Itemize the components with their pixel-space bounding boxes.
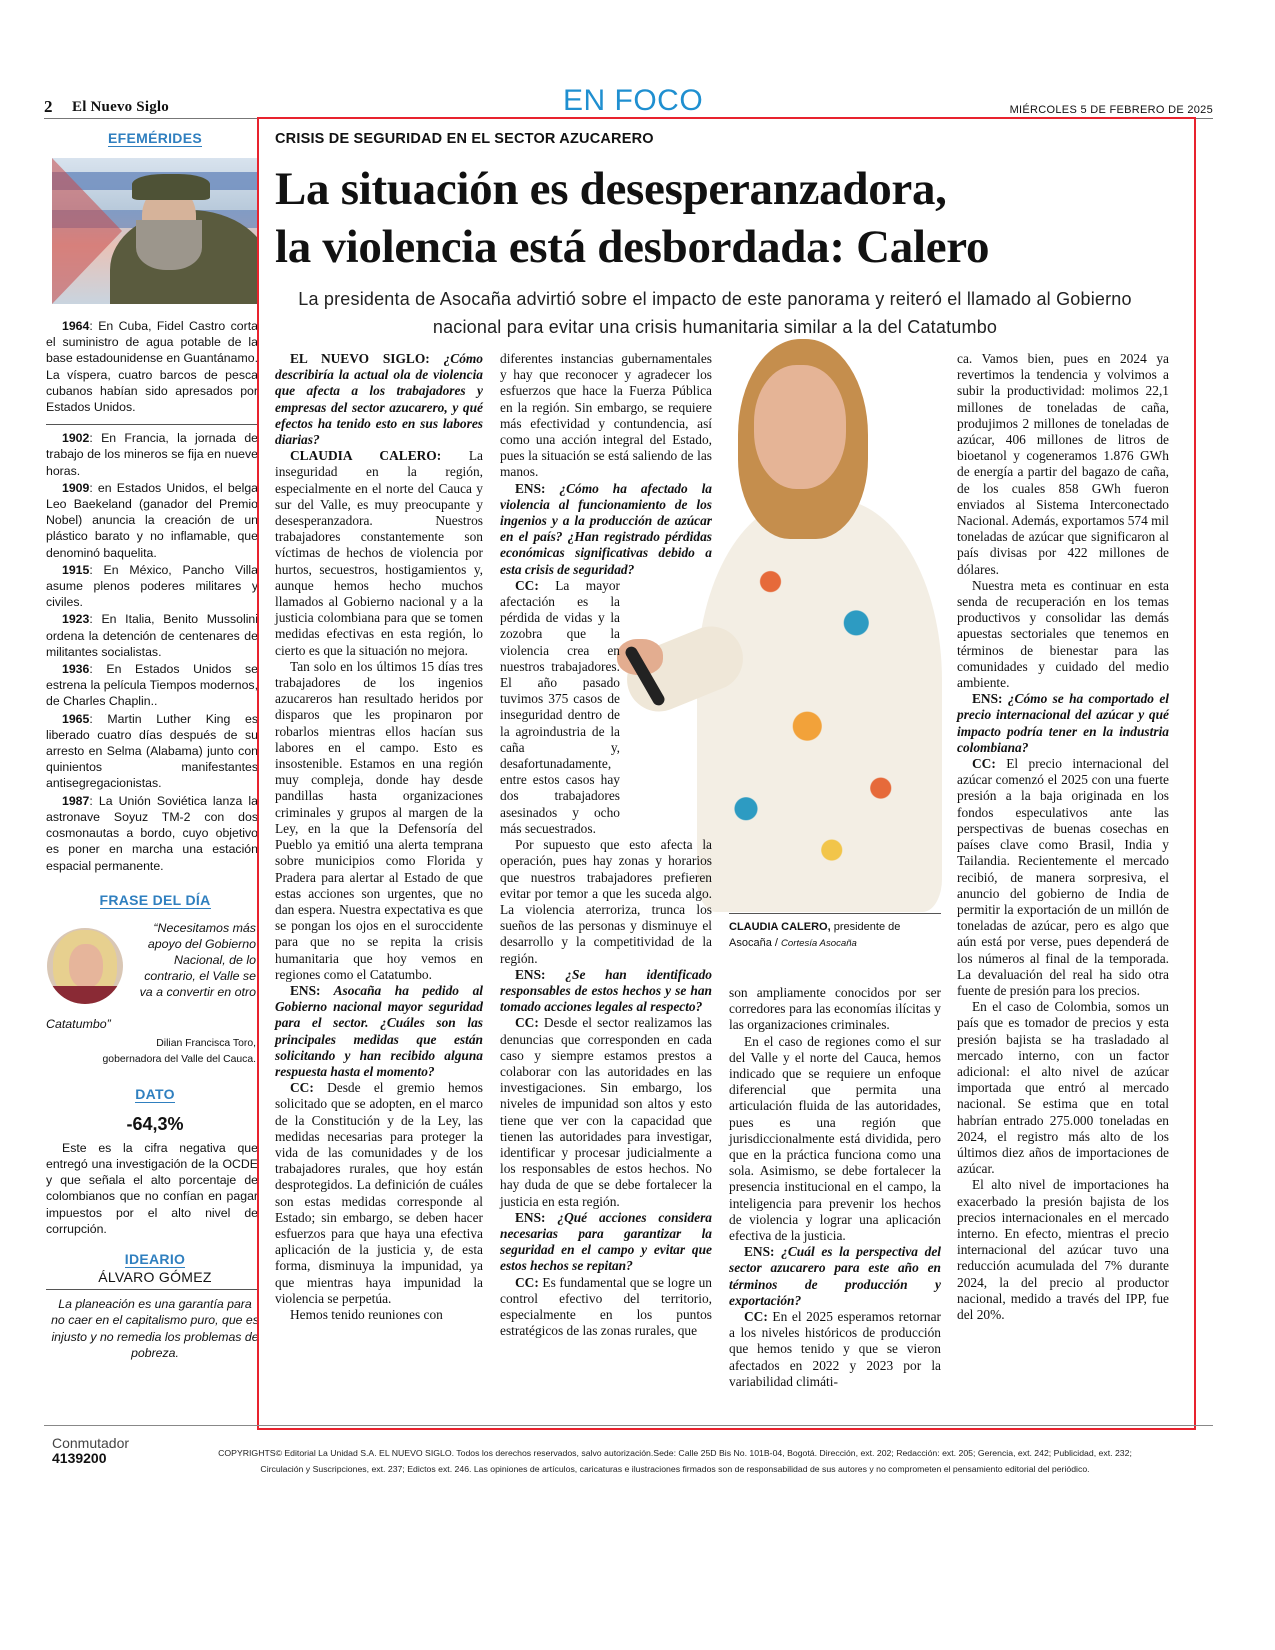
- sidebar: [44, 130, 266, 1362]
- efemerides-heading: EFEMÉRIDES: [107, 130, 202, 146]
- efemeride-item: 1987: La Unión Soviética lanza la astronave Soyuz TM-2 con dos cosmonautas a bordo, cuyo objetivo es poner en marcha una estación espacial permanente.: [46, 793, 258, 873]
- conmutador: Conmutador 4139200: [52, 1435, 130, 1466]
- copyright-notice: COPYRIGHTS© Editorial La Unidad S.A. EL NUEVO SIGLO. Todos los derechos reservados, salvo autorización.Sede: Calle 25D Bis No. 101B-04, Bogotá. Dirección, ext. 202; Redacción: ext. 205; Gerencia, ext. 242; Publicidad, ext. 232; Circulación y Suscripciones, ext. 237; Edictos ext. 246. Las opiniones de artículos, caricaturas e ilustraciones firmados son de responsabilidad de sus autores y no comprometen el pensamiento editorial del periódico.: [218, 1448, 1132, 1474]
- caption-divider: [729, 913, 941, 914]
- ideario-author: ÁLVARO GÓMEZ: [98, 1268, 212, 1285]
- page-number: 2: [44, 97, 53, 116]
- efemerides-divider: [46, 424, 258, 425]
- article-kicker: CRISIS DE SEGURIDAD EN EL SECTOR AZUCARERO: [275, 131, 654, 147]
- dato-text: Este es la cifra negativa que entregó una investigación de la OCDE y que señala el alto porcentaje de colombianos que no confían en pagar impuestos por el alto nivel de corrupción.: [46, 1140, 258, 1236]
- article-column-1: EL NUEVO SIGLO: ¿Cómo describiría la actual ola de violencia que afecta a los trabajadores y empresas del sector azucarero, y qué efectos ha tenido esto en sus labores diarias? CLAUDIA CALERO: La inseguridad en la región, especialmente en el norte del Cauca y sur del Valle, es muy preocupante y desesperanzadora. Nuestros trabajadores constantemente son víctimas de hechos de violencia por hurtos, secuestros, hostigamientos y, aunque hemos hecho muchos llamados al Gobierno nacional y a la justicia colombiana para que se tomen medidas efectivas en esta región, lo cierto es que la situación no mejora. Tan solo en los últimos 15 días tres trabajadores de los ingenios azucareros han resultado heridos por disparos que les propinaron por robarlos mientras ellos hacían sus labores en el campo. Esto es insostenible. Estamos en una región muy compleja, donde hay desde pandillas hasta organizaciones criminales y grupos al margen de la Ley, en la que la Defensoría del Pueblo ya emitió una alerta temprana sobre municipios como Florida y Pradera para alertar al Estado de que estas acciones son urgentes, que no dan espera. Nuestra expectativa es que se pongan los ojos en el suroccidente para que no se repita la crisis humanitaria que hoy vemos en regiones como el Catatumbo. ENS: Asocaña ha pedido al Gobierno nacional mayor seguridad para el sector. ¿Cuáles son las principales medidas que están solicitando y han recibido alguna respuesta hasta el momento? CC: Desde el gremio hemos solicitado que se adopten, en el marco de la Constitución y de la Ley, las medidas necesarias para proteger la vida de las comunidades y de los trabajadores rurales, que hoy están desprotegidos. La definición de cuáles son estas medidas corresponde al Estado; sin embargo, se deben hacer esfuerzos para que haya una efectiva aplicación de la justicia y, de esta forma, disminuya la impunidad, ya que mientras haya impunidad la violencia se perpetúa. Hemos tenido reuniones con: [275, 351, 484, 1322]
- article-column-2: diferentes instancias gubernamentales y hay que reconocer y agradecer los esfuerzos que hace la Fuerza Pública en la región. Sin embargo, se requiere más efectividad y contundencia, así como una acción integral del Estado, pues la situación se está saliendo de las manos. ENS: ¿Cómo ha afectado la violencia al funcionamiento de los ingenios y a la producción de azúcar en el país? ¿Han registrado pérdidas económicas significativas debido a esta crisis de seguridad? CC: La mayor afectación es la pérdida de vidas y la zozobra que la violencia crea en nuestros trabajadores. El año pasado tuvimos 375 casos de inseguridad dentro de la agroindustria de la caña y, desafortunadamente, entre estos casos hay dos trabajadores asesinados y ocho más secuestrados. Por supuesto que esto afecta la operación, pues hay zonas y horarios que nuestros trabajadores prefieren evitar por temor a que les suceda algo. La violencia aterroriza, trunca los sueños de las personas y disminuye el desarrollo y la competitividad de la región. ENS: ¿Se han identificado responsables de estos hechos y se han tomado acciones legales al respecto? CC: Desde el sector realizamos las denuncias que corresponden en cada caso y siempre estamos prestos a colaborar con las autoridades en las investigaciones. Sin embargo, los niveles de impunidad son altos y esto tiene que ver con la capacidad que tienen las autoridades para investigar, identificar y procesar judicialmente a los responsables de estos hechos. No hay duda de que se debe fortalecer la justicia en esta región. ENS: ¿Qué acciones considera necesarias para garantizar la seguridad en el campo y evitar que estos hechos se repitan? CC: Es fundamental que se logre un control efectivo del territorio, especialmente en los puntos estratégicos de las zonas rurales, que: [500, 351, 712, 1339]
- dato-heading: DATO: [135, 1085, 175, 1102]
- frase-author: Dilian Francisca Toro, gobernadora del Valle del Cauca.: [102, 1037, 256, 1065]
- efemeride-item: 1936: En Estados Unidos se estrena la película Tiempos modernos, de Charles Chaplin..: [46, 662, 258, 709]
- article-headline: La situación es desesperanzadora, la violencia está desbordada: Calero: [275, 163, 990, 273]
- efemeride-item: 1902: En Francia, la jornada de trabajo de los mineros se fija en nueve horas.: [46, 431, 258, 478]
- efemeride-item: 1923: En Italia, Benito Mussolini ordena la detención de centenares de militantes socialistas.: [46, 612, 258, 659]
- frase-quote: “Necesitamos más apoyo del Gobierno Nacional, de lo contrario, el Valle se va a convertir en otro: [139, 920, 256, 1000]
- efemerides-photo: [52, 158, 258, 304]
- photo-caption: CLAUDIA CALERO, presidente de Asocaña / Cortesía Asocaña: [729, 921, 901, 949]
- footer-divider: [44, 1425, 1213, 1426]
- efemeride-item: 1965: Martin Luther King es liberado cuatro días después de su arresto en Selma (Alabama) junto con quinientos manifestantes antisegregacionistas.: [46, 711, 258, 791]
- dato-value: -64,3%: [126, 1113, 184, 1134]
- efemeride-1964: 1964: En Cuba, Fidel Castro corta el suministro de agua potable de la base estadounidense en Guantánamo. La víspera, cuatro barcos de pesca cubanos habían sido apresados por Estados Unidos.: [46, 319, 258, 415]
- article-column-4: ca. Vamos bien, pues en 2024 ya revertimos la tendencia y volvimos a subir la productividad: molimos 22,1 millones de toneladas de caña, produjimos 2 millones de toneladas de azúcar, 406 millones de litros de bioetanol y cogeneramos 1.876 GWh de energía a partir del bagazo de caña, de los cuales 858 GWh fueron enviados al Sistema Interconectado Nacional. Además, exportamos 574 mil toneladas de azúcar que significaron al país divisas por 422 millones de dólares. Nuestra meta es continuar en esta senda de recuperación en los temas productivos y consolidar las demás apuestas sectoriales que tenemos en términos de bienestar para las comunidades y cuidado del medio ambiente. ENS: ¿Cómo se ha comportado el precio internacional del azúcar y qué impacto podría tener en la industria colombiana? CC: El precio internacional del azúcar comenzó el 2025 con una fuerte presión a la baja originada en los fondos especulativos ante las perspectivas de buenas cosechas en países clave como Brasil, India y Tailandia. Recientemente el mercado recibió, de manera sorpresiva, el anuncio del gobierno de India de permitir la exportación de un millón de toneladas de azúcar, pero es algo que aún está por verse, pues dependerá de los números al final de la temporada. La devaluación del real ha sido otra fuente de presión para los precios. En el caso de Colombia, somos un país que es tomador de precios y esta presión bajista se ha trasladado al mercado interno, con un factor adicional: el alto nivel de azúcar importada que entró al mercado nacional. Se estima que en total habrían entrado 275.000 toneladas en 2024, el registro más alto de los últimos diez años de importaciones de azúcar. El alto nivel de importaciones ha exacerbado la presión bajista de los precios internacionales en el mercado interno. En efecto, mientras el precio internacional del azúcar tuvo una reducción acumulada del 7% durante 2024, la del precio al productor nacional, medido a través del IPP, fue del 20%.: [957, 351, 1169, 1322]
- section-title: EN FOCO: [563, 84, 704, 117]
- ideario-text: La planeación es una garantía para no caer en el capitalismo puro, que es injusto y no remedia los problemas de pobreza.: [51, 1296, 259, 1361]
- frase-heading: FRASE DEL DÍA: [99, 891, 211, 908]
- frase-quote-end: Catatumbo”: [46, 1016, 111, 1031]
- ideario-heading: IDEARIO: [124, 1250, 186, 1267]
- efemeride-item: 1915: En México, Pancho Villa asume plenos poderes militares y civiles.: [46, 562, 258, 610]
- article-column-3: son ampliamente conocidos por ser corredores para las economías ilícitas y las organizaciones criminales. En el caso de regiones como el sur del Valle y el norte del Cauca, hemos indicado que se requiere un enfoque diferencial que permita una articulación fluida de las autoridades, pues es una región que jurisdiccionalmente está dividida, pero que en la práctica funciona como una sola. Asimismo, se debe fortalecer la presencia institucional en el campo, la inteligencia para prevenir los hechos de violencia y lograr una aplicación efectiva de la justicia. ENS: ¿Cuál es la perspectiva del sector azucarero para este año en términos de producción y exportación? CC: En el 2025 esperamos retornar a los niveles históricos de producción que hemos tenido y que se vieron afectados en 2022 y 2023 por la variabilidad climáti-: [729, 985, 941, 1389]
- frase-block: [44, 920, 266, 1080]
- efemerides-list: [46, 430, 258, 873]
- article-subheadline: La presidenta de Asocaña advirtió sobre el impacto de este panorama y reiteró el llamado al Gobierno nacional para evitar una crisis humanitaria similar a la del Catatumbo: [298, 289, 1132, 337]
- newspaper-logo: El Nuevo Siglo: [72, 99, 169, 115]
- efemeride-item: 1909: en Estados Unidos, el belga Leo Baekeland (ganador del Premio Nobel) anuncia la creación de un plástico barato y no inflamable, que denominó baquelita.: [46, 480, 258, 560]
- ideario-divider: [46, 1289, 258, 1290]
- issue-date: MIÉRCOLES 5 DE FEBRERO DE 2025: [1009, 104, 1213, 116]
- frase-author-photo: [47, 928, 123, 1004]
